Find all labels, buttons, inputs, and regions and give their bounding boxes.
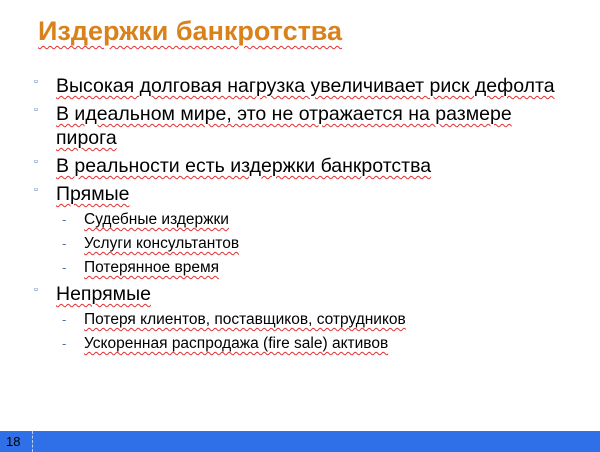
dash-bullet-icon: - <box>62 260 67 275</box>
bullet-item <box>34 282 574 306</box>
bullet-text: В идеальном мире, это не отражается на размере пирога <box>56 103 512 149</box>
sub-bullet-item <box>34 210 574 230</box>
square-bullet-icon: ▫ <box>34 184 38 196</box>
sub-bullet-item <box>34 258 574 278</box>
page-number: 18 <box>6 434 21 449</box>
bullet-item <box>34 182 574 206</box>
square-bullet-icon: ▫ <box>34 156 38 168</box>
square-bullet-icon: ▫ <box>34 76 38 88</box>
sub-bullet-item <box>34 334 574 354</box>
bullet-text: Непрямые <box>56 283 151 305</box>
dash-bullet-icon: - <box>62 336 67 351</box>
sub-bullet-text: Судебные издержки <box>84 211 229 228</box>
footer-bar <box>0 431 600 452</box>
dash-bullet-icon: - <box>62 312 67 327</box>
sub-bullet-text: Потерянное время <box>84 259 219 276</box>
dash-bullet-icon: - <box>62 236 67 251</box>
square-bullet-icon: ▫ <box>34 284 38 296</box>
sub-bullet-item <box>34 310 574 330</box>
dash-bullet-icon: - <box>62 212 67 227</box>
slide-title: Издержки банкротства <box>38 16 343 46</box>
sub-bullet-item <box>34 234 574 254</box>
bullet-text: В реальности есть издержки банкротства <box>56 155 432 177</box>
bullet-text: Высокая долговая нагрузка увеличивает риск дефолта <box>56 75 555 97</box>
sub-bullet-text: Потеря клиентов, поставщиков, сотрудников <box>84 311 406 328</box>
bullet-item <box>34 154 574 178</box>
footer-divider <box>32 431 33 452</box>
square-bullet-icon: ▫ <box>34 104 38 116</box>
bullet-item <box>34 102 574 150</box>
bullet-text: Прямые <box>56 183 130 205</box>
bullet-item <box>34 74 574 98</box>
sub-bullet-text: Ускоренная распродажа (fire sale) активов <box>84 335 389 352</box>
bullet-list <box>34 74 574 358</box>
sub-bullet-text: Услуги консультантов <box>84 235 240 252</box>
